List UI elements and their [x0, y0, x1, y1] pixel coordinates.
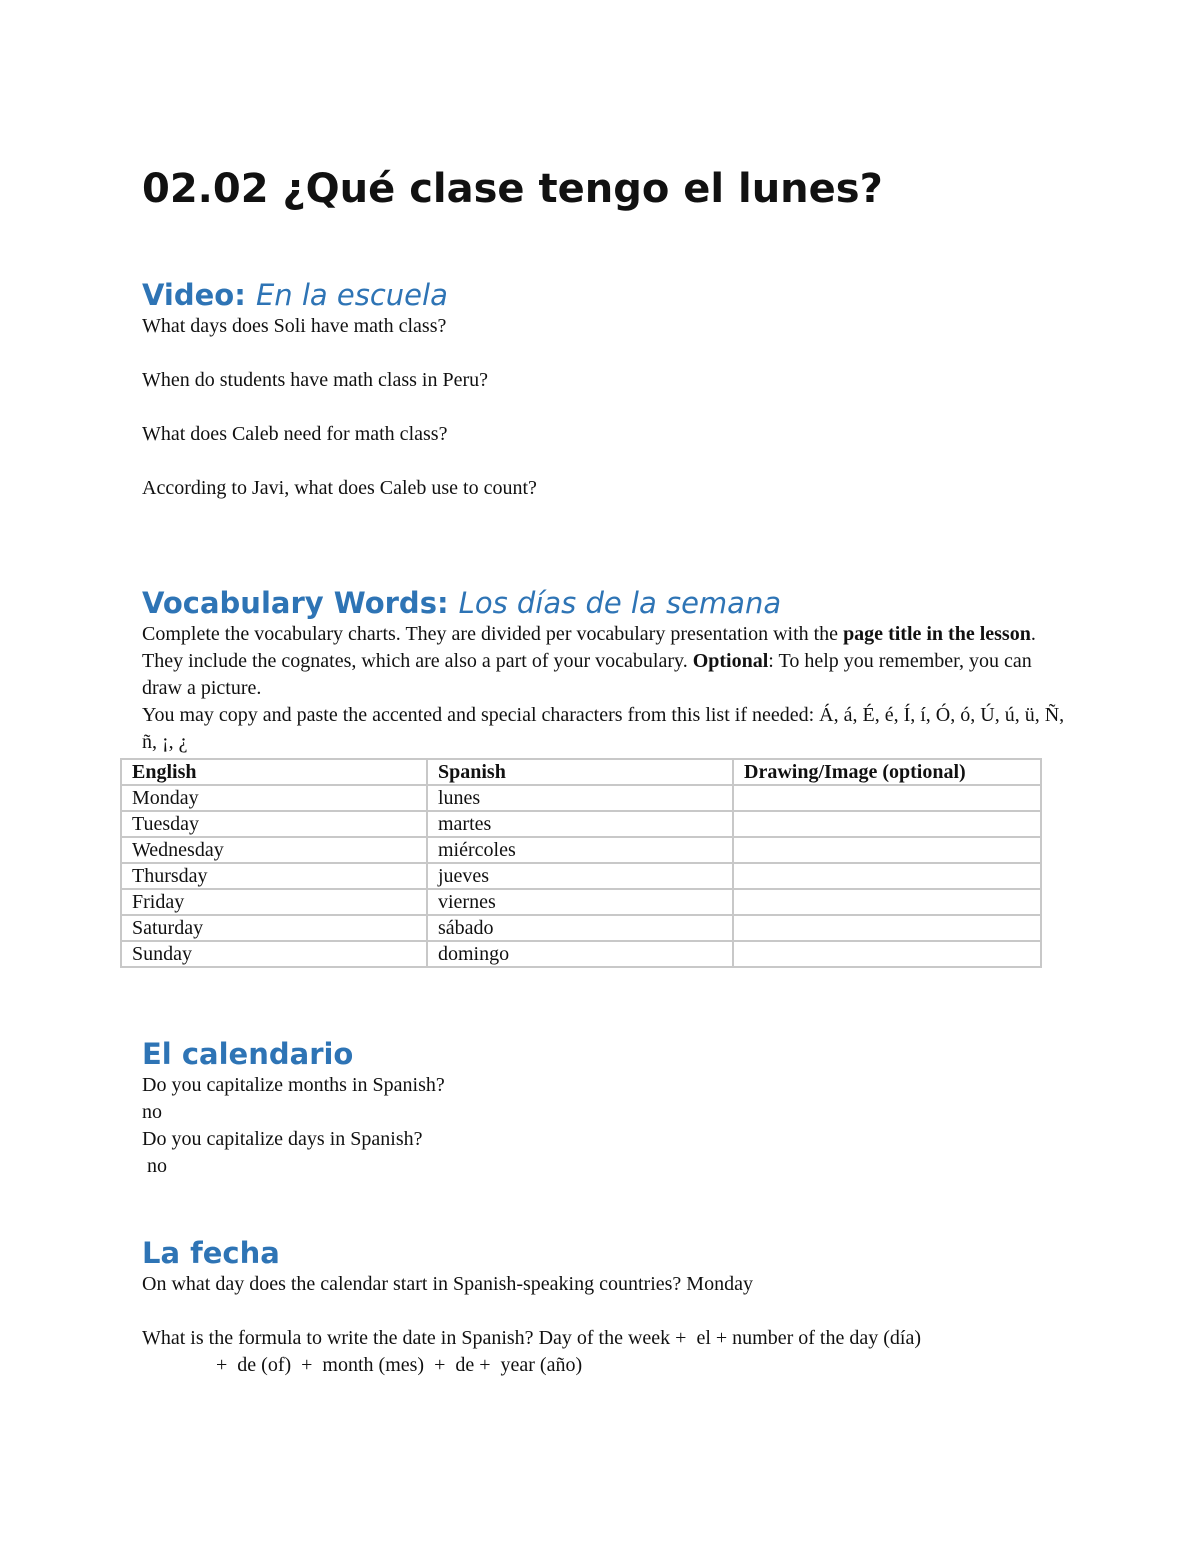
- spanish-cell[interactable]: sábado: [427, 915, 733, 941]
- video-question-4: According to Javi, what does Caleb use to count?: [142, 477, 537, 499]
- english-cell: Wednesday: [121, 837, 427, 863]
- header-english: English: [121, 759, 427, 785]
- vocabulary-heading-label: Vocabulary Words:: [142, 586, 449, 620]
- english-cell: Friday: [121, 889, 427, 915]
- vocabulary-table: [120, 758, 1042, 968]
- drawing-cell[interactable]: [733, 863, 1041, 889]
- table-row: [121, 889, 1041, 915]
- table-row: [121, 863, 1041, 889]
- video-question-1: What days does Soli have math class?: [142, 315, 447, 337]
- instructions-bold-optional: Optional: [692, 650, 769, 672]
- video-heading-label: Video:: [142, 278, 246, 312]
- drawing-cell[interactable]: [733, 837, 1041, 863]
- fecha-heading: La fecha: [142, 1236, 280, 1270]
- vocabulary-heading: [142, 585, 1072, 621]
- video-section: [142, 277, 1072, 502]
- drawing-cell[interactable]: [733, 785, 1041, 811]
- spanish-cell[interactable]: martes: [427, 811, 733, 837]
- table-row: [121, 915, 1041, 941]
- video-heading: [142, 277, 1072, 313]
- fecha-question-1: On what day does the calendar start in Spanish-speaking countries? Monday: [142, 1273, 753, 1295]
- video-question-2: When do students have math class in Peru?: [142, 369, 489, 391]
- english-cell: Monday: [121, 785, 427, 811]
- english-cell: Saturday: [121, 915, 427, 941]
- english-cell: Thursday: [121, 863, 427, 889]
- drawing-cell[interactable]: [733, 941, 1041, 967]
- drawing-cell[interactable]: [733, 811, 1041, 837]
- spanish-cell[interactable]: jueves: [427, 863, 733, 889]
- calendario-answer-2[interactable]: no: [142, 1155, 167, 1177]
- table-row: [121, 785, 1041, 811]
- header-spanish: Spanish: [427, 759, 733, 785]
- vocabulary-heading-subtitle: Los días de la semana: [458, 586, 782, 620]
- table-header-row: [121, 759, 1041, 785]
- table-row: [121, 811, 1041, 837]
- instructions-text-2: . They include the cognates, which are also a part of your vocabulary.: [142, 623, 1036, 672]
- english-cell: Sunday: [121, 941, 427, 967]
- instructions-text-1: Complete the vocabulary charts. They are divided per vocabulary presentation with the: [142, 623, 844, 645]
- table-row: [121, 941, 1041, 967]
- vocabulary-instructions: [142, 621, 1072, 702]
- instructions-text-3: : To help you remember, you can draw a picture.: [142, 650, 1032, 699]
- calendario-heading: El calendario: [142, 1037, 354, 1071]
- spanish-cell[interactable]: lunes: [427, 785, 733, 811]
- vocabulary-section: [142, 585, 1072, 756]
- calendario-section: [142, 1036, 1072, 1180]
- video-question-3: What does Caleb need for math class?: [142, 423, 448, 445]
- page-title: 02.02 ¿Qué clase tengo el lunes?: [142, 166, 883, 212]
- drawing-cell[interactable]: [733, 915, 1041, 941]
- fecha-question-2-line-2: + de (of) + month (mes) + de + year (año): [216, 1354, 583, 1376]
- calendario-answer-1[interactable]: no: [142, 1101, 162, 1123]
- special-characters-line: You may copy and paste the accented and special characters from this list if needed: Á, á, É, é, Í, í, Ó, ó, Ú, ú, ü, Ñ, ñ, ¡, ¿: [142, 704, 1065, 753]
- calendario-question-2: Do you capitalize days in Spanish?: [142, 1128, 423, 1150]
- drawing-cell[interactable]: [733, 889, 1041, 915]
- table-row: [121, 837, 1041, 863]
- english-cell: Tuesday: [121, 811, 427, 837]
- header-drawing: Drawing/Image (optional): [733, 759, 1041, 785]
- spanish-cell[interactable]: domingo: [427, 941, 733, 967]
- fecha-section: [142, 1235, 1072, 1379]
- spanish-cell[interactable]: miércoles: [427, 837, 733, 863]
- instructions-bold-page-title: page title in the lesson: [843, 623, 1031, 645]
- calendario-question-1: Do you capitalize months in Spanish?: [142, 1074, 445, 1096]
- fecha-question-2-line-1: What is the formula to write the date in Spanish? Day of the week + el + number of the day (día): [142, 1327, 921, 1349]
- spanish-cell[interactable]: viernes: [427, 889, 733, 915]
- video-heading-subtitle: En la escuela: [255, 278, 448, 312]
